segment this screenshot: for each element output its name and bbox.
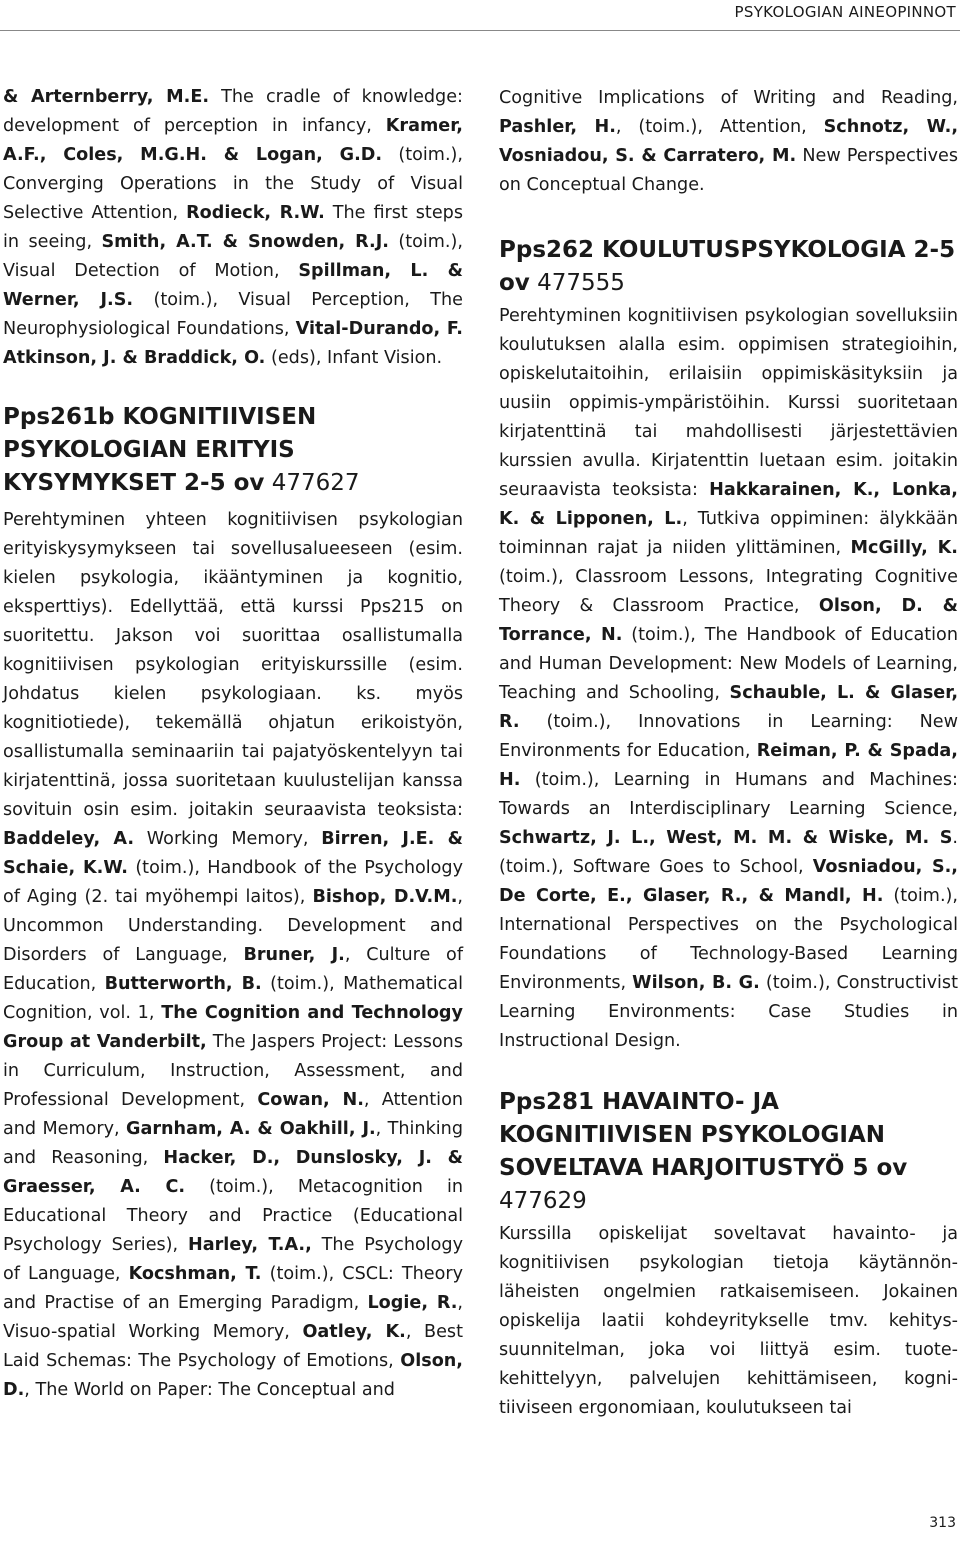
author-name: Butterworth, B.: [104, 974, 262, 994]
author-name: Cowan, N.: [257, 1090, 364, 1110]
right-column: [499, 84, 958, 1423]
author-name: Vital-Durando, F. Atkinson, J. & Braddick, O.: [3, 319, 463, 368]
author-name: Schauble, L. & Glaser, R.: [499, 683, 959, 732]
course-description-pps281: Kurssilla opiskelijat soveltavat havainto- ja kognitiivisen psykologian tietoja käytännön-läheisten ongelmien ratkaisemiseen. Jokainen opiskelija laatii kohdeyritykselle tmv. kehitys-suunnitelman, joka voi liittyä esim. tuote-kehittelyyn, palvelujen kehittämiseen, kogni-tiiviseen ergonomiaan, koulutukseen tai: [499, 1224, 958, 1418]
author-name: Kocshman, T.: [128, 1264, 262, 1284]
author-name: & Arternberry, M.E.: [3, 87, 210, 107]
author-name: Wilson, B. G.: [632, 973, 760, 993]
author-name: The Cognition and Technology Group at Vanderbilt,: [3, 1003, 463, 1052]
author-name: Garnham, A. & Oakhill, J.: [126, 1119, 376, 1139]
author-name: Vosniadou, S., De Corte, E., Glaser, R., & Mandl, H.: [499, 857, 958, 906]
course-section-pps262: [499, 234, 958, 1056]
author-name: Oatley, K.: [302, 1322, 406, 1342]
course-code: 477627: [264, 470, 360, 496]
author-name: Smith, A.T. & Snowden, R.J.: [101, 232, 389, 252]
author-name: Birren, J.E. & Schaie, K.W.: [3, 829, 463, 878]
running-header-title: PSYKOLOGIAN AINEOPINNOT: [734, 3, 956, 21]
author-name: McGilly, K.: [850, 538, 958, 558]
author-name: Hakkarainen, K., Lonka, K. & Lipponen, L.: [499, 480, 958, 529]
course-heading-pps262: [499, 234, 958, 300]
course-description-pps262: Perehtyminen kognitiivisen psykologian sovelluksiin koulutuksen alalla esim. oppimisen strategioihin, opiskelutaitoihin, erilaisiin oppimiskäsityksiin ja uusiin oppimis-ympäristöihin. Kurssi suoritetaan kirjatenttinä tai mahdollisesti järjestettävien kurssien avulla. Kirjatenttin luetaan esim. joitakin seuraavista teoksista: Hakkarainen, K., Lonka, K. & Lipponen, L., Tutkiva oppiminen: älykkään toiminnan rajat ja niiden ylittäminen, McGilly, K. (toim.), Classroom Lessons, Integrating Cognitive Theory & Classroom Practice, Olson, D. & Torrance, N. (toim.), The Handbook of Education and Human Development: New Models of Learning, Teaching and Schooling, Schauble, L. & Glaser, R. (toim.), Innovations in Learning: New Environments for Education, Reiman, P. & Spada, H. (toim.), Learning in Humans and Machines: Towards an Interdisciplinary Learning Science, Schwartz, J. L., West, M. M. & Wiske, M. S. (toim.), Software Goes to School, Vosniadou, S., De Corte, E., Glaser, R., & Mandl, H. (toim.), International Perspectives on the Psychological Foundations of Technology-Based Learning Environments, Wilson, B. G. (toim.), Constructivist Learning Environments: Case Studies in Instructional Design.: [499, 306, 959, 1051]
course-section-pps261b: [3, 401, 463, 1405]
author-name: Harley, T.A.,: [188, 1235, 312, 1255]
author-name: Pashler, H.: [499, 117, 616, 137]
author-name: Kramer, A.F., Coles, M.G.H. & Logan, G.D.: [3, 116, 463, 165]
left-continuation-paragraph: & Arternberry, M.E. The cradle of knowledge: development of perception in infancy, Kramer, A.F., Coles, M.G.H. & Logan, G.D. (toim.), Converging Operations in the Study of Visual Selective Attention, Rodieck, R.W. The first steps in seeing, Smith, A.T. & Snowden, R.J. (toim.), Visual Detection of Motion, Spillman, L. & Werner, J.S. (toim.), Visual Perception, The Neurophysiological Foundations, Vital-Durando, F. Atkinson, J. & Braddick, O. (eds), Infant Vision.: [3, 87, 463, 368]
author-name: Rodieck, R.W.: [186, 203, 325, 223]
running-header: [0, 0, 960, 31]
course-section-pps281: [499, 1086, 958, 1423]
author-name: Bruner, J.: [243, 945, 345, 965]
right-continuation-paragraph: Cognitive Implications of Writing and Reading, Pashler, H., (toim.), Attention, Schnotz, W., Vosniadou, S. & Carratero, M. New Perspectives on Conceptual Change.: [499, 88, 959, 195]
author-name: Reiman, P. & Spada, H.: [499, 741, 958, 790]
author-name: Hacker, D., Dunslosky, J. & Graesser, A. C.: [3, 1148, 463, 1197]
author-name: Olson, D. & Torrance, N.: [499, 596, 959, 645]
course-heading-title: Pps281 HAVAINTO- JA KOGNITIIVISEN PSYKOLOGIAN SOVELTAVA HARJOITUSTYÖ 5 ov: [499, 1089, 908, 1181]
course-heading-pps261b: [3, 401, 463, 500]
course-code: 477555: [529, 270, 625, 296]
author-name: Schnotz, W., Vosniadou, S. & Carratero, M.: [499, 117, 959, 166]
left-column: [3, 83, 463, 1405]
course-heading-title: Pps262 KOULUTUSPSYKOLOGIA 2-5 ov: [499, 237, 956, 296]
author-name: Spillman, L. & Werner, J.S.: [3, 261, 463, 310]
course-code: 477629: [499, 1188, 587, 1214]
author-name: Olson, D.: [3, 1351, 463, 1400]
author-name: Baddeley, A.: [3, 829, 135, 849]
author-name: Schwartz, J. L., West, M. M. & Wiske, M. S: [499, 828, 953, 848]
author-name: Logie, R.: [367, 1293, 458, 1313]
course-heading-pps281: [499, 1086, 958, 1218]
page-number: 313: [929, 1515, 956, 1531]
course-description-pps261b: Perehtyminen yhteen kognitiivisen psykologian erityiskysymykseen tai sovellusalueeseen (esim. kielen psykologia, ikääntyminen ja kognitio, eksperttiys). Edellyttää, että kurssi Pps215 on suoritettu. Jakson voi suorittaa osallistumalla kognitiivisen psykologian erityiskurssille (esim. Johdatus kielen psykologiaan. ks. myös kognitiotiede), tekemällä ohjatun erikoistyön, osallistumalla seminaariin tai pajatyöskentelyyn tai kirjatenttinä, jossa suoritetaan kuulustelijan kanssa sovituin osin esim. joitakin seuraavista teoksista: Baddeley, A. Working Memory, Birren, J.E. & Schaie, K.W. (toim.), Handbook of the Psychology of Aging (2. tai myöhempi laitos), Bishop, D.V.M., Uncommon Understanding. Development and Disorders of Language, Bruner, J., Culture of Education, Butterworth, B. (toim.), Mathematical Cognition, vol. 1, The Cognition and Technology Group at Vanderbilt, The Jaspers Project: Lessons in Curriculum, Instruction, Assessment, and Professional Development, Cowan, N., Attention and Memory, Garnham, A. & Oakhill, J., Thinking and Reasoning, Hacker, D., Dunslosky, J. & Graesser, A. C. (toim.), Metacognition in Educational Theory and Practice (Educational Psychology Series), Harley, T.A., The Psychology of Language, Kocshman, T. (toim.), CSCL: Theory and Practise of an Emerging Paradigm, Logie, R., Visuo-spatial Working Memory, Oatley, K., Best Laid Schemas: The Psychology of Emotions, Olson, D., The World on Paper: The Conceptual and: [3, 510, 464, 1400]
course-heading-title: Pps261b KOGNITIIVISEN PSYKOLOGIAN ERITYIS KYSYMYKSET 2-5 ov: [3, 404, 317, 496]
author-name: Bishop, D.V.M.: [312, 887, 458, 907]
